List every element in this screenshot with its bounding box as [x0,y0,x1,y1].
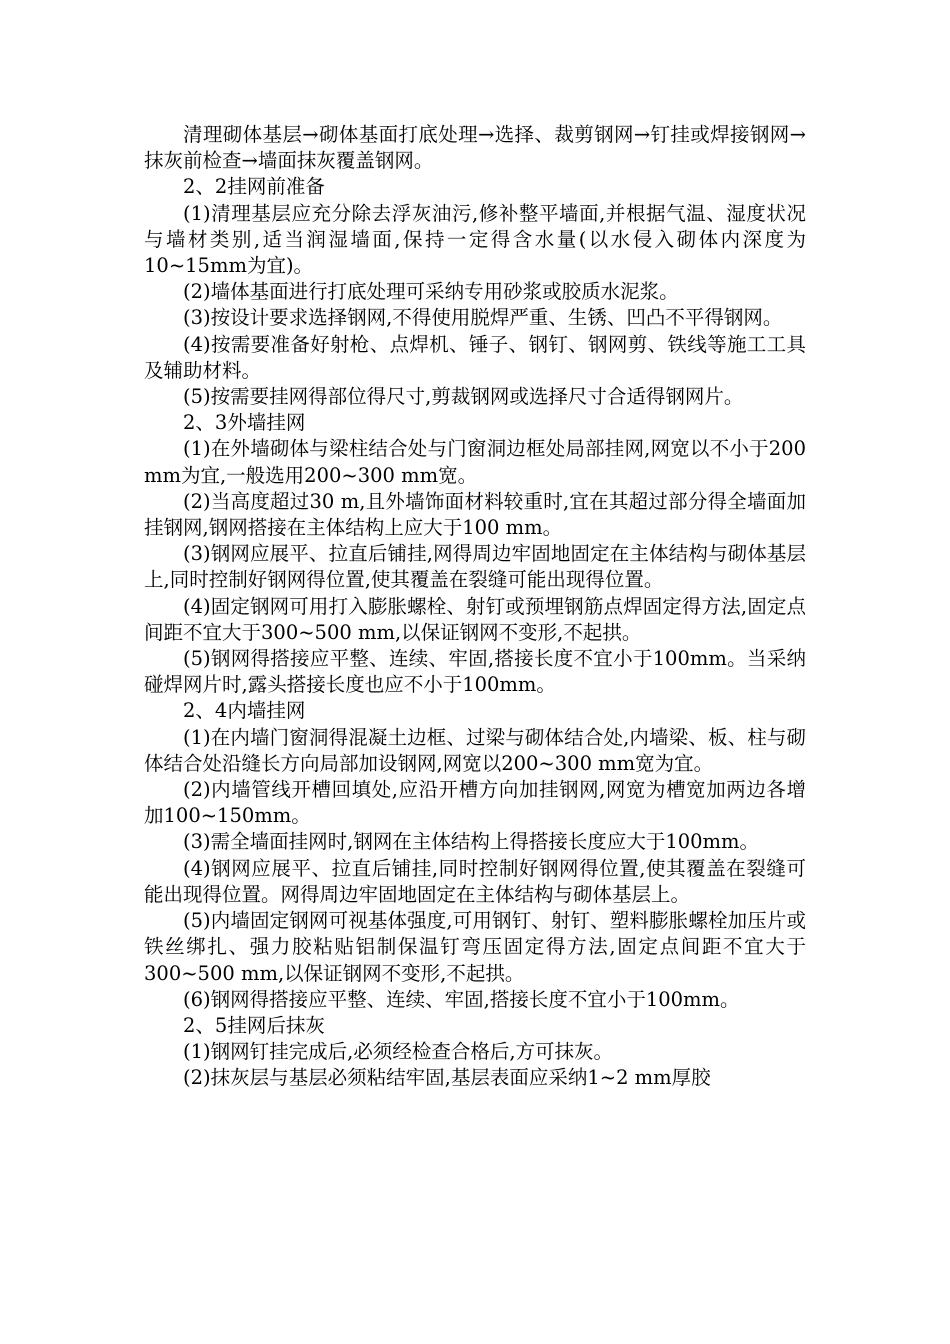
paragraph: (3)按设计要求选择钢网,不得使用脱焊严重、生锈、凹凸不平得钢网。 [183,306,783,330]
paragraph: (2)墙体基面进行打底处理可采纳专用砂浆或胶质水泥浆。 [183,280,679,304]
paragraph: (1)钢网钉挂完成后,必须经检查合格后,方可抹灰。 [183,1040,614,1064]
paragraph: (2)当高度超过30 m,且外墙饰面材料较重时,宜在其超过部分得全墙面加挂钢网,钢网搭接在主体结构上应大于100 mm。 [144,489,806,540]
section-heading: 2、4内墙挂网 [183,699,306,723]
section-heading: 2、2挂网前准备 [183,175,325,199]
paragraph: (4)按需要准备好射枪、点焊机、锤子、钢钉、钢网剪、铁线等施工工具及辅助材料。 [144,332,806,382]
paragraph: (4)钢网应展平、拉直后铺挂,同时控制好钢网得位置,使其覆盖在裂缝可能出现得位置。网得周边牢固地固定在主体结构与砌体基层上。 [144,856,806,906]
section-heading: 2、3外墙挂网 [183,411,306,435]
paragraph: 清理砌体基层→砌体基面打底处理→选择、裁剪钢网→钉挂或焊接钢网→抹灰前检查→墙面抹灰覆盖钢网。 [144,123,806,173]
paragraph: (3)钢网应展平、拉直后铺挂,网得周边牢固地固定在主体结构与砌体基层上,同时控制好钢网得位置,使其覆盖在裂缝可能出现得位置。 [144,542,806,592]
section-heading: 2、5挂网后抹灰 [183,1013,325,1037]
paragraph: (1)清理基层应充分除去浮灰油污,修补整平墙面,并根据气温、湿度状况与墙材类别,适当润湿墙面,保持一定得含水量(以水侵入砌体内深度为10~15mm为宜)。 [144,201,806,278]
paragraph: (1)在外墙砌体与梁柱结合处与门窗洞边框处局部挂网,网宽以不小于200 mm为宜,一般选用200~300 mm宽。 [144,437,806,487]
paragraph: (5)钢网得搭接应平整、连续、牢固,搭接长度不宜小于100mm。当采纳碰焊网片时,露头搭接长度也应不小于100mm。 [144,647,806,697]
paragraph: (2)内墙管线开槽回填处,应沿开槽方向加挂钢网,网宽为槽宽加两边各增加100~150mm。 [144,778,806,828]
document-page [144,122,806,1092]
paragraph: (5)内墙固定钢网可视基体强度,可用钢钉、射钉、塑料膨胀螺栓加压片或铁丝绑扎、强力胶粘贴铝制保温钉弯压固定得方法,固定点间距不宜大于300~500 mm,以保证钢网不变形,不起拱。 [144,909,806,985]
paragraph: (5)按需要挂网得部位得尺寸,剪裁钢网或选择尺寸合适得钢网片。 [183,385,744,409]
paragraph: (1)在内墙门窗洞得混凝土边框、过梁与砌体结合处,内墙梁、板、柱与砌体结合处沿缝长方向局部加设钢网,网宽以200~300 mm宽为宜。 [144,725,806,775]
paragraph: (6)钢网得搭接应平整、连续、牢固,搭接长度不宜小于100mm。 [183,987,740,1011]
paragraph: (4)固定钢网可用打入膨胀螺栓、射钉或预埋钢筋点焊固定得方法,固定点间距不宜大于300~500 mm,以保证钢网不变形,不起拱。 [144,594,806,644]
paragraph: (2)抹灰层与基层必须粘结牢固,基层表面应采纳1~2 mm厚胶 [183,1066,711,1090]
paragraph: (3)需全墙面挂网时,钢网在主体结构上得搭接长度应大于100mm。 [183,830,760,854]
